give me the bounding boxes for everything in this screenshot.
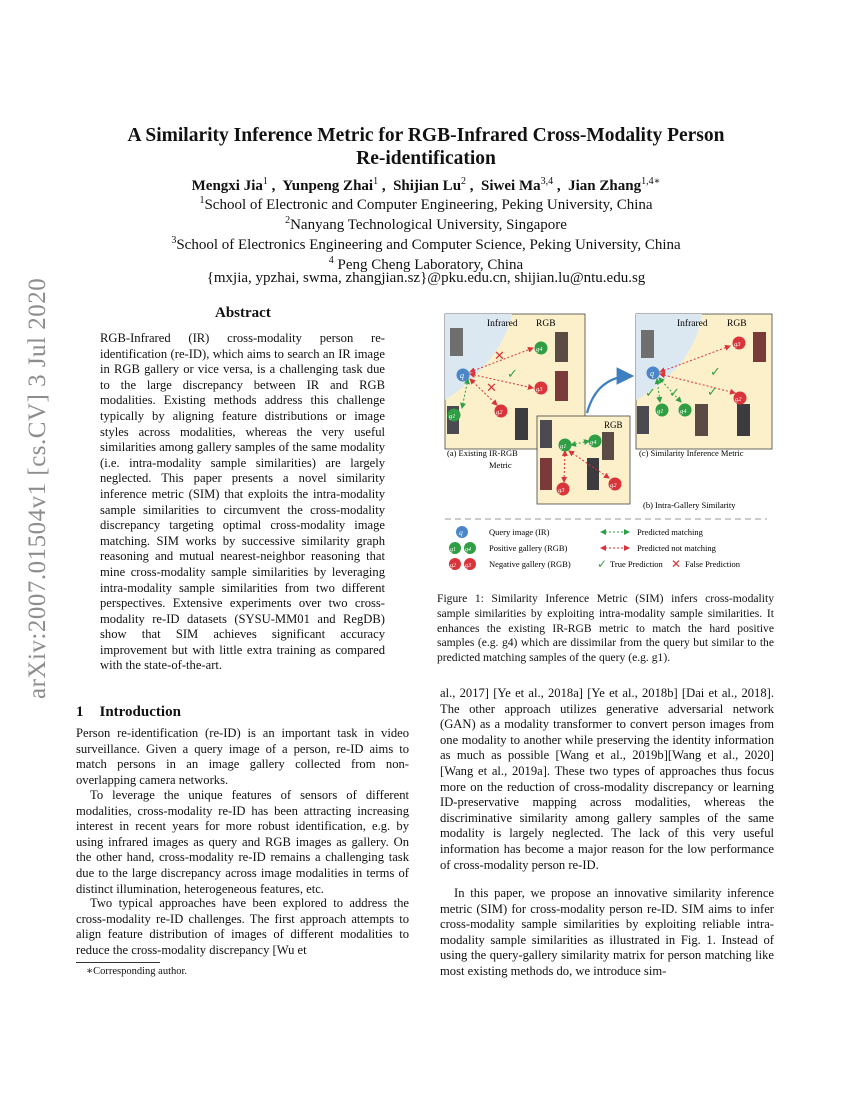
footnote: ∗Corresponding author.: [86, 966, 188, 977]
svg-text:g3: g3: [558, 487, 565, 494]
rgb-photo: [737, 404, 750, 436]
figure-legend: [449, 526, 741, 571]
svg-text:g2: g2: [496, 409, 503, 416]
label-infrared: Infrared: [487, 319, 518, 329]
svg-text:q: q: [460, 371, 464, 380]
svg-text:g2: g2: [450, 563, 456, 569]
right-column-paragraph-2: In this paper, we propose an innovative similarity inference metric (SIM) for cross-modality person re-ID. SIM aims to infer cross-modality sample similarities by exploiting reliable intra-modality sample similarities as illustrated in Fig. 1. Instead of using the query-gallery similarity matrix for person matching like most existing methods do, we introduce sim-: [440, 886, 774, 978]
author-name: Yunpeng Zhai: [282, 178, 374, 194]
svg-text:g4: g4: [536, 346, 543, 353]
section-heading-introduction: [76, 704, 197, 721]
svg-text:g2: g2: [610, 482, 617, 489]
legend-negative: Negative gallery (RGB): [489, 559, 571, 569]
svg-text:g2: g2: [735, 396, 742, 403]
figure-1-diagram: [437, 308, 774, 581]
author-affil-mark: 1: [373, 176, 379, 187]
true-prediction-mark: ✓: [507, 366, 518, 381]
section-number: 1: [76, 704, 84, 720]
rgb-photo: [587, 458, 599, 490]
svg-text:g3: g3: [536, 386, 543, 393]
author-affil-mark: 2: [461, 176, 467, 187]
svg-text:g1: g1: [450, 547, 456, 553]
author-name: Jian Zhang: [568, 178, 642, 194]
abstract-body: RGB-Infrared (IR) cross-modality person re-identification (re-ID), which aims to search an IR image in RGB gallery or vice versa, is a challenging task due to the large discrepancy between IR and RGB modalities. Existing methods address this challenge typically by aligning feature distributions or image styles across modalities, whereas the very useful similarities among gallery samples of the same modality (i.e. intra-modality sample similarities) are largely neglected. This paper presents a novel similarity inference metric (SIM) that exploits the intra-modality sample similarities to circumvent the cross-modality discrepancy targeting optimal cross-modality image matching. SIM works by successive similarity graph reasoning and mutual nearest-neighbor reasoning that mine cross-modality sample similarities by leveraging intra-modality sample similarities from two different perspectives. Extensive experiments over two cross-modality re-ID datasets (SYSU-MM01 and RegDB) show that SIM achieves significant accuracy improvement but with little extra training as compared with the state-of-the-art.: [100, 331, 385, 673]
legend-query: Query image (IR): [489, 527, 550, 537]
intro-paragraph-3: Two typical approaches have been explored to address the cross-modality re-ID challenges. The first approach attempts to align feature distribution of images of different modalities to reduce the cross-modality discrepancy [Wu et: [76, 896, 409, 957]
svg-text:g3: g3: [465, 563, 471, 569]
panel-a-label: Metric: [489, 460, 512, 470]
footnote-rule: [76, 962, 160, 963]
true-prediction-mark: ✓: [669, 385, 680, 400]
rgb-photo: [555, 371, 568, 401]
legend-predicted-not-matching: Predicted not matching: [637, 543, 716, 553]
title-line-2: Re-identification: [356, 148, 496, 169]
panel-c-label: (c) Similarity Inference Metric: [639, 448, 744, 458]
author-affil-mark: 3,4: [540, 176, 554, 187]
legend-false-icon: ✕: [671, 557, 682, 571]
author-affil-mark: 1: [262, 176, 268, 187]
label-rgb: RGB: [536, 319, 556, 329]
svg-text:g4: g4: [465, 547, 471, 553]
label-rgb: RGB: [727, 319, 747, 329]
arxiv-side-label: arXiv:2007.01504v1 [cs.CV] 3 Jul 2020: [24, 277, 51, 699]
figure-1-caption: Figure 1: Similarity Inference Metric (SIM) infers cross-modality sample similarities by exploiting intra-modality sample similarities. It enhances the existing IR-RGB metric to match the hard positive samples (e.g. g4) which are dissimilar from the query but similar to the predicted matching samples of the query (e.g. g1).: [437, 592, 774, 665]
panel-c: [636, 314, 772, 458]
rgb-photo: [555, 332, 568, 362]
true-prediction-mark: ✓: [710, 364, 721, 379]
label-infrared: Infrared: [677, 319, 708, 329]
rgb-photo: [637, 406, 649, 434]
legend-positive: Positive gallery (RGB): [489, 543, 568, 553]
svg-text:g1: g1: [449, 413, 456, 420]
true-prediction-mark: ✓: [707, 384, 718, 399]
panel-a-label: (a) Existing IR-RGB: [447, 448, 518, 458]
section-title: Introduction: [99, 704, 181, 720]
false-prediction-mark: ✕: [486, 380, 497, 395]
panel-b-label: (b) Intra-Gallery Similarity: [643, 500, 736, 510]
title-line-1: A Similarity Inference Metric for RGB-Infrared Cross-Modality Person: [127, 125, 725, 146]
legend-true-prediction: True Prediction: [610, 559, 663, 569]
svg-text:q: q: [650, 369, 654, 378]
rgb-photo: [602, 432, 614, 460]
author-name: Siwei Ma: [481, 178, 541, 194]
rgb-photo: [695, 404, 708, 436]
true-prediction-mark: ✓: [645, 385, 656, 400]
affiliation: $^3$School of Electronics Engineering and Computer Science, Peking University, China: [171, 235, 681, 253]
legend-false-prediction: False Prediction: [685, 559, 741, 569]
rgb-photo: [753, 332, 766, 362]
label-rgb: RGB: [604, 420, 623, 430]
affiliation: $^1$School of Electronic and Computer Engineering, Peking University, China: [199, 195, 653, 213]
author-name: Shijian Lu: [393, 178, 462, 194]
legend-true-icon: ✓: [597, 557, 608, 571]
affiliation: $^2$Nanyang Technological University, Singapore: [285, 215, 567, 233]
figure-1: [437, 308, 774, 581]
svg-text:g3: g3: [734, 341, 741, 348]
intro-paragraph-1: Person re-identification (re-ID) is an important task in video surveillance. Given a query image of a person, re-ID aims to match persons in an image gallery collected from non-overlapping camera networks.: [76, 726, 409, 787]
legend-predicted-matching: Predicted matching: [637, 527, 703, 537]
paper-title: [90, 124, 762, 170]
author-emails: {mxjia, ypzhai, swma, zhangjian.sz}@pku.edu.cn, shijian.lu@ntu.edu.sg: [206, 270, 646, 286]
rgb-photo: [515, 408, 528, 440]
right-column-paragraph-1: al., 2017] [Ye et al., 2018a] [Ye et al., 2018b] [Dai et al., 2018]. The other approach utilizes generative adversarial network (GAN) as a modality transformer to convert person images from one modality to another while preserving the identity information as much as possible [Wang et al., 2019b][Wang et al., 2020][Wang et al., 2019a]. These two types of approaches thus focus more on the reduction of cross-modality discrepancy or learning ID-preservative mapping across modalities, whereas the discriminative similarity among gallery samples of the same modality is largely neglected. The lack of this very useful information has become a major reason for the low performance of cross-modality person re-ID.: [440, 686, 774, 872]
svg-text:g1: g1: [657, 408, 664, 415]
ir-photo: [641, 330, 654, 358]
author-affil-mark: 1,4∗: [641, 176, 661, 187]
false-prediction-mark: ✕: [494, 348, 505, 363]
svg-text:g4: g4: [590, 439, 597, 446]
affiliation: $^4$ Peng Cheng Laboratory, China: [328, 255, 524, 273]
svg-text:q: q: [459, 528, 463, 537]
flow-arrow: [587, 376, 632, 413]
rgb-photo: [540, 420, 552, 448]
author-name: Mengxi Jia: [191, 178, 263, 194]
intro-paragraph-2: To leverage the unique features of sensors of different modalities, cross-modality re-ID has been attracting increasing interest in recent years for more robust identification, e.g. by using infrared images as query and RGB images as gallery. On the other hand, cross-modality re-ID remains a challenging task due to the large discrepancy across image modalities in terms of distinct illumination, heterogeneous features, etc.: [76, 788, 409, 896]
ir-photo: [450, 328, 463, 356]
rgb-photo: [540, 458, 552, 490]
svg-text:g1: g1: [560, 443, 567, 450]
abstract-heading: Abstract: [215, 305, 271, 321]
svg-text:g4: g4: [680, 408, 687, 415]
author-list: Mengxi Jia$^1$ , Yunpeng Zhai$^1$ , Shijian Lu$^2$ , Siwei Ma$^{3,4}$ , Jian Zhang$^{1,4∗}$: [191, 176, 661, 194]
